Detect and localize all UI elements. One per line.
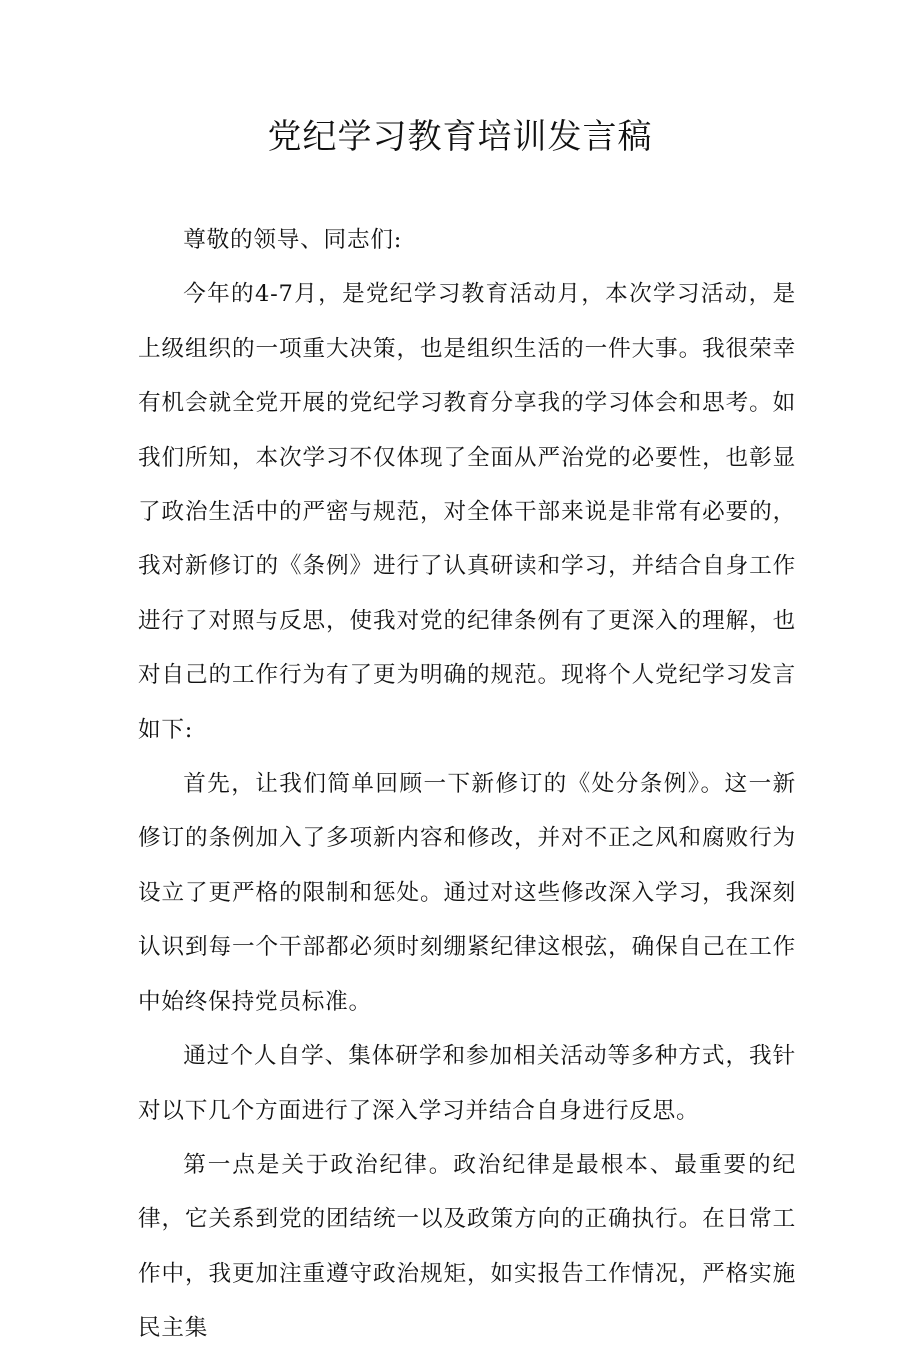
paragraph-intro: 今年的4-7月，是党纪学习教育活动月，本次学习活动，是上级组织的一项重大决策，也是组织生活的一件大事。我很荣幸有机会就全党开展的党纪学习教育分享我的学习体会和思考。如我们所知，本次学习不仅体现了全面从严治党的必要性，也彰显了政治生活中的严密与规范，对全体干部来说是非常有必要的，我对新修订的《条例》进行了认真研读和学习，并结合自身工作进行了对照与反思，使我对党的纪律条例有了更深入的理解，也对自己的工作行为有了更为明确的规范。现将个人党纪学习发言如下: [138,281,796,743]
salutation: 尊敬的领导、同志们: [183,227,403,253]
document-body [138,213,796,1356]
paragraph-study-methods: 通过个人自学、集体研学和参加相关活动等多种方式，我针对以下几个方面进行了深入学习并结合自身进行反思。 [138,1043,796,1124]
paragraph-political-discipline: 第一点是关于政治纪律。政治纪律是最根本、最重要的纪律，它关系到党的团结统一以及政策方向的正确执行。在日常工作中，我更加注重遵守政治规矩，如实报告工作情况，严格实施民主集 [138,1151,796,1342]
document-title: 党纪学习教育培训发言稿 [267,117,653,157]
paragraph-regulations-review: 首先，让我们简单回顾一下新修订的《处分条例》。这一新修订的条例加入了多项新内容和修改，并对不正之风和腐败行为设立了更严格的限制和惩处。通过对这些修改深入学习，我深刻认识到每一个干部都必须时刻绷紧纪律这根弦，确保自己在工作中始终保持党员标准。 [138,771,796,1015]
